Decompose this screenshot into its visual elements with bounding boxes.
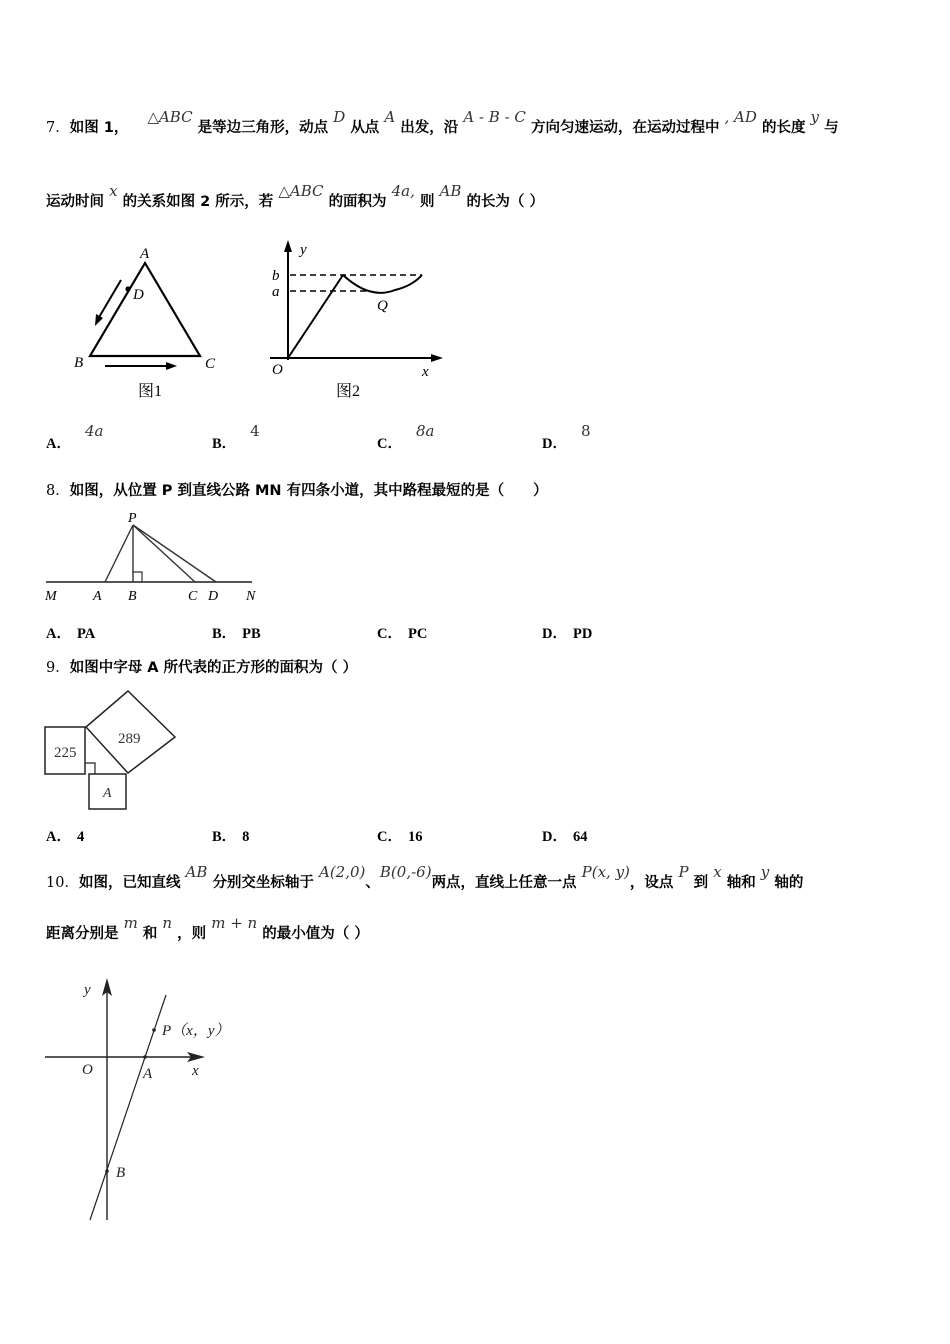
text: 、 — [365, 875, 380, 891]
option-d[interactable] — [542, 622, 592, 643]
math-y: y — [810, 108, 820, 126]
label-m: M — [45, 589, 57, 604]
option-b[interactable] — [212, 622, 261, 643]
text: 如图中字母 A 所代表的正方形的面积为（ ） — [69, 660, 358, 676]
option-a[interactable] — [46, 825, 84, 846]
text: 距离分别是 — [46, 926, 119, 942]
label-y: y — [300, 242, 307, 258]
text: 从点 — [350, 120, 380, 136]
option-letter: A． — [46, 436, 71, 452]
question-10-line-1 — [46, 863, 804, 892]
label-b: b — [272, 268, 280, 284]
figure-q8-paths — [40, 510, 270, 610]
text: 如图，从位置 P 到直线公路 MN 有四条小道，其中路程最短的是（ ） — [69, 483, 548, 499]
label-289: 289 — [118, 731, 141, 747]
graph-curve-bc — [343, 275, 422, 293]
text: 的长度 — [761, 120, 806, 136]
math-n: n — [162, 914, 173, 932]
math-m-plus-n: m + n — [211, 914, 258, 932]
label-c: C — [188, 589, 198, 604]
option-letter: B． — [212, 626, 237, 642]
text: 两点，直线上任意一点 — [431, 875, 577, 891]
point-b — [105, 1169, 109, 1173]
option-value: 64 — [572, 829, 588, 845]
option-a[interactable] — [46, 622, 95, 643]
option-c[interactable] — [377, 825, 422, 846]
question-7-line-1 — [46, 108, 839, 137]
math-a: A — [384, 108, 396, 126]
text: ，则 — [177, 926, 207, 942]
right-angle-mark — [133, 572, 142, 582]
x-axis-arrow-icon — [431, 354, 443, 362]
right-angle-mark — [85, 763, 95, 774]
text: 如图 1， — [69, 120, 129, 136]
label-b: B — [128, 589, 137, 604]
question-number: 7． — [46, 120, 70, 136]
option-letter: B． — [212, 829, 237, 845]
path-pd — [133, 525, 216, 582]
label-b: B — [74, 355, 84, 371]
label-b: B — [116, 1165, 126, 1181]
option-letter: C． — [377, 626, 402, 642]
option-c[interactable] — [377, 622, 427, 643]
label-p: P（x，y） — [162, 1023, 230, 1039]
text: 的关系如图 2 所示，若 — [122, 194, 274, 210]
label-n: N — [246, 589, 256, 604]
question-9-text — [46, 656, 357, 677]
option-value: PA — [76, 626, 96, 642]
text: 则 — [419, 194, 435, 210]
math-point-p: P(x, y) — [581, 863, 630, 881]
option-letter: B． — [212, 436, 237, 452]
math-path: A - B - C — [463, 108, 526, 126]
label-x: x — [192, 1063, 199, 1079]
label-a: A — [140, 246, 150, 262]
option-b[interactable] — [212, 825, 249, 846]
option-value: 4a — [84, 422, 104, 440]
question-number: 9． — [46, 660, 70, 676]
triangle-abc — [90, 263, 200, 356]
figure-q10-coordinate — [40, 970, 260, 1230]
arrow-head — [166, 362, 177, 370]
question-10-line-2 — [46, 914, 369, 943]
text: 到 — [693, 875, 709, 891]
option-letter: A． — [46, 829, 71, 845]
option-d[interactable] — [542, 825, 587, 846]
figure-caption: 图1 — [138, 383, 163, 400]
math-x: x — [109, 182, 118, 200]
math-4a: 4a, — [391, 182, 415, 200]
text: 与 — [824, 120, 839, 136]
option-letter: C． — [377, 436, 402, 452]
question-number: 10． — [46, 875, 79, 891]
option-value: 8 — [580, 422, 591, 440]
option-value: PD — [572, 626, 593, 642]
y-axis-arrow-icon — [284, 240, 292, 252]
label-d: D — [133, 287, 144, 303]
figure-caption: 图2 — [336, 383, 361, 400]
path-pa — [105, 525, 133, 582]
math-point-a: A(2,0) — [319, 863, 366, 881]
math-y: y — [760, 863, 770, 881]
math-ab: AB — [439, 182, 462, 200]
figure-q9-squares — [40, 685, 190, 815]
label-a: a — [272, 284, 280, 300]
label-x: x — [422, 364, 429, 380]
label-y: y — [84, 982, 91, 998]
option-letter: D． — [542, 436, 567, 452]
math-x: x — [713, 863, 722, 881]
text: 轴和 — [726, 875, 756, 891]
point-p — [152, 1028, 156, 1032]
math-triangle-abc: △ABC — [147, 108, 193, 126]
label-a: A — [143, 1066, 153, 1082]
math-ab: AB — [185, 863, 208, 881]
point-d — [125, 286, 130, 291]
label-225: 225 — [54, 745, 77, 761]
point-a — [143, 1055, 147, 1059]
option-c[interactable] — [377, 422, 435, 453]
text: 是等边三角形，动点 — [197, 120, 329, 136]
text: 的最小值为（ ） — [262, 926, 369, 942]
math-triangle-abc: △ABC — [278, 182, 324, 200]
text: ，设点 — [629, 875, 674, 891]
label-o: O — [272, 362, 283, 378]
text: 如图，已知直线 — [78, 875, 181, 891]
option-value: 4 — [76, 829, 85, 845]
label-a: A — [93, 589, 102, 604]
arrow-a-to-b — [98, 280, 121, 319]
question-7-line-2 — [46, 182, 544, 211]
text: 的长为（ ） — [466, 194, 544, 210]
option-letter: D． — [542, 626, 567, 642]
text: 运动时间 — [46, 194, 104, 210]
option-letter: D． — [542, 829, 567, 845]
label-d: D — [208, 589, 219, 604]
math-p: P — [678, 863, 689, 881]
option-value: PC — [407, 626, 428, 642]
option-letter: A． — [46, 626, 71, 642]
graph-segment-ab — [288, 275, 343, 358]
option-value: 4 — [250, 422, 260, 440]
text: 和 — [142, 926, 158, 942]
option-value: PB — [242, 626, 261, 642]
math-m: m — [123, 914, 138, 932]
text: 的面积为 — [328, 194, 387, 210]
math-d: D — [333, 108, 346, 126]
figure-1-triangle — [60, 238, 240, 408]
label-o: O — [82, 1062, 93, 1078]
option-letter: C． — [377, 829, 402, 845]
math-ad: , AD — [724, 108, 757, 126]
option-value: 8a — [415, 422, 435, 440]
text: 方向匀速运动，在运动过程中 — [530, 120, 720, 136]
question-number: 8． — [46, 483, 70, 499]
text: 出发，沿 — [400, 120, 459, 136]
label-p: P — [128, 511, 137, 526]
option-d[interactable] — [542, 422, 591, 453]
label-q: Q — [377, 298, 388, 314]
label-c: C — [205, 356, 216, 372]
text: 轴的 — [774, 875, 804, 891]
option-value: 8 — [242, 829, 250, 845]
option-a[interactable] — [46, 422, 104, 453]
arrow-head — [95, 314, 103, 326]
figure-2-graph — [260, 238, 450, 408]
math-point-b: B(0,-6) — [379, 863, 432, 881]
label-a: A — [103, 786, 112, 801]
option-value: 16 — [407, 829, 423, 845]
question-8-text — [46, 479, 548, 500]
text: 分别交坐标轴于 — [212, 875, 314, 891]
option-b[interactable] — [212, 422, 260, 453]
